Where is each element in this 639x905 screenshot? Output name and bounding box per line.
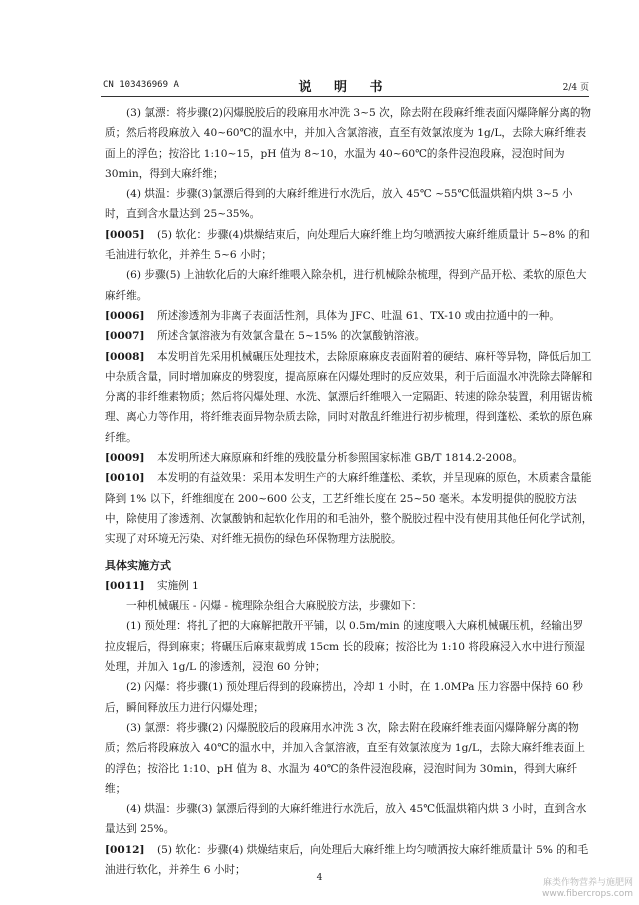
paragraph (105, 347, 593, 448)
document-title: 说 明 书 (298, 80, 392, 95)
description-section (105, 103, 593, 550)
paragraph-number: [0007] (105, 330, 145, 343)
paragraph (105, 103, 593, 184)
watermark (542, 878, 633, 900)
watermark-url: www.fibercrops.com (542, 889, 633, 899)
paragraph (105, 326, 593, 346)
paragraph-number: [0012] (105, 843, 145, 856)
paragraph (105, 225, 593, 266)
header-rule (101, 96, 589, 97)
paragraph-text: (1) 预处理：将扎了把的大麻解把散开平铺，以 0.5m/min 的速度喂入大麻机械碾压机，经输出罗拉皮辊后，得到麻束；将碾压后麻束裁剪成 15cm 长的段麻；按浴比为 1:10 将段麻浸入水中进行预湿处理，并加入 1g/L 的渗透剂，浸泡 60 分钟； (105, 620, 585, 674)
paragraph-number: [0006] (105, 309, 145, 322)
paragraph-text: (5) 软化：步骤(4)烘燥结束后，向处理后大麻纤维上均匀喷洒按大麻纤维质量计 5~8% 的和毛油进行软化，并养生 5~6 小时； (105, 228, 590, 262)
paragraph (105, 306, 593, 326)
paragraph-text: (4) 烘温：步骤(3)氯漂后得到的大麻纤维进行水洗后，放入 45℃ ~55℃低温烘箱内烘 3~5 小时，直到含水量达到 25~35%。 (105, 188, 573, 221)
paragraph (105, 596, 593, 616)
paragraph-text: 实施例 1 (157, 579, 199, 592)
section-heading: 具体实施方式 (105, 558, 171, 572)
paragraph (105, 616, 593, 677)
paragraph (105, 718, 593, 799)
paragraph-text: 本发明首先采用机械碾压处理技术，去除原麻麻皮表面附着的硬结、麻杆等异物，降低后加工中杂质含量，同时增加麻皮的劈裂度，提高原麻在闪爆处理时的反应效果，利于后面温水冲洗除去降解和分离的非纤维素物质；然后将闪爆处理、水洗、氯漂后纤维喂入一定隔距、转速的除杂装置，利用锯齿梳理、离心力等作用，将纤维表面异物杂质去除，同时对散乱纤维进行初步梳理，得到蓬松、柔软的原色麻纤维。 (105, 350, 593, 444)
paragraph-text: 本发明所述大麻原麻和纤维的残胶量分析参照国家标准 GB/T 1814.2-2008。 (157, 452, 524, 465)
paragraph-number: [0010] (105, 472, 145, 485)
paragraph (105, 265, 593, 306)
paragraph (105, 448, 593, 468)
paragraph-text: (3) 氯漂：将步骤(2)闪爆脱胶后的段麻用水冲洗 3~5 次，除去附在段麻纤维表面闪爆降解分离的物质；然后将段麻放入 40~60℃的温水中，并加入含氯溶液，直至有效氯浓度为 1g/L，去除大麻纤维表面上的浮色；按浴比 1:10~15，pH 值为 8~10，水温为 40~60℃的条件浸泡段麻，浸泡时间为 30min，得到大麻纤维； (105, 107, 592, 180)
paragraph-text: 所述含氯溶液为有效氯含量在 5~15% 的次氯酸钠溶液。 (157, 330, 426, 343)
paragraph-text: 本发明的有益效果：采用本发明生产的大麻纤维蓬松、柔软，并呈现麻的原色，木质素含量能降到 1% 以下，纤维细度在 200~600 公支，工艺纤维长度在 25~50 毫米。本发明提供的脱胶方法中，除使用了渗透剂、次氯酸钠和起软化作用的和毛油外，整个脱胶过程中没有使用其他任何化学试剂，实现了对环境无污染、对纤维无损伤的绿色环保物理方法脱胶。 (105, 472, 593, 546)
paragraph-text: (2) 闪爆：将步骤(1) 预处理后得到的段麻捞出，冷却 1 小时，在 1.0MPa 压力容器中保持 60 秒后，瞬间释放压力进行闪爆处理； (105, 681, 583, 714)
page-header (101, 76, 589, 94)
embodiment-section (105, 576, 593, 880)
page-indicator: 2/4 页 (562, 83, 589, 93)
paragraph-text: (4) 烘温：步骤(3) 氯漂后得到的大麻纤维进行水洗后，放入 45℃低温烘箱内烘 3 小时，直到含水量达到 25%。 (105, 803, 587, 836)
paragraph-number: [0011] (105, 579, 145, 592)
paragraph-number: [0005] (105, 228, 145, 241)
page-number: 4 (316, 873, 323, 883)
paragraph-number: [0008] (105, 350, 145, 363)
watermark-site-name: 麻类作物营养与施肥网 (542, 878, 633, 888)
paragraph-text: 所述渗透剂为非离子表面活性剂，具体为 JFC、吐温 61、TX-10 或由拉通中的一种。 (157, 309, 560, 322)
document-body (105, 103, 593, 880)
paragraph (105, 677, 593, 718)
paragraph (105, 576, 593, 596)
paragraph (105, 184, 593, 225)
paragraph (105, 799, 593, 840)
paragraph-text: (5) 软化：步骤(4) 烘燥结束后，向处理后大麻纤维上均匀喷洒按大麻纤维质量计 5% 的和毛油进行软化，并养生 6 小时； (105, 843, 589, 876)
paragraph-text: (6) 步骤(5) 上油软化后的大麻纤维喂入除杂机，进行机械除杂梳理，得到产品开松、柔软的原色大麻纤维。 (105, 269, 587, 302)
paragraph-number: [0009] (105, 452, 145, 465)
paragraph (105, 468, 593, 549)
paragraph-text: 一种机械碾压 - 闪爆 - 梳理除杂组合大麻脱胶方法，步骤如下： (126, 600, 423, 613)
paragraph-text: (3) 氯漂：将步骤(2) 闪爆脱胶后的段麻用水冲洗 3 次，除去附在段麻纤维表面闪爆降解分离的物质；然后将段麻放入 40℃的温水中，并加入含氯溶液，直至有效氯浓度为 1g/L，去除大麻纤维表面上的浮色；按浴比 1:10、pH 值为 8、水温为 40℃的条件浸泡段麻，浸泡时间为 30min，得到大麻纤维； (105, 721, 585, 795)
patent-number: CN 103436969 A (103, 80, 179, 90)
